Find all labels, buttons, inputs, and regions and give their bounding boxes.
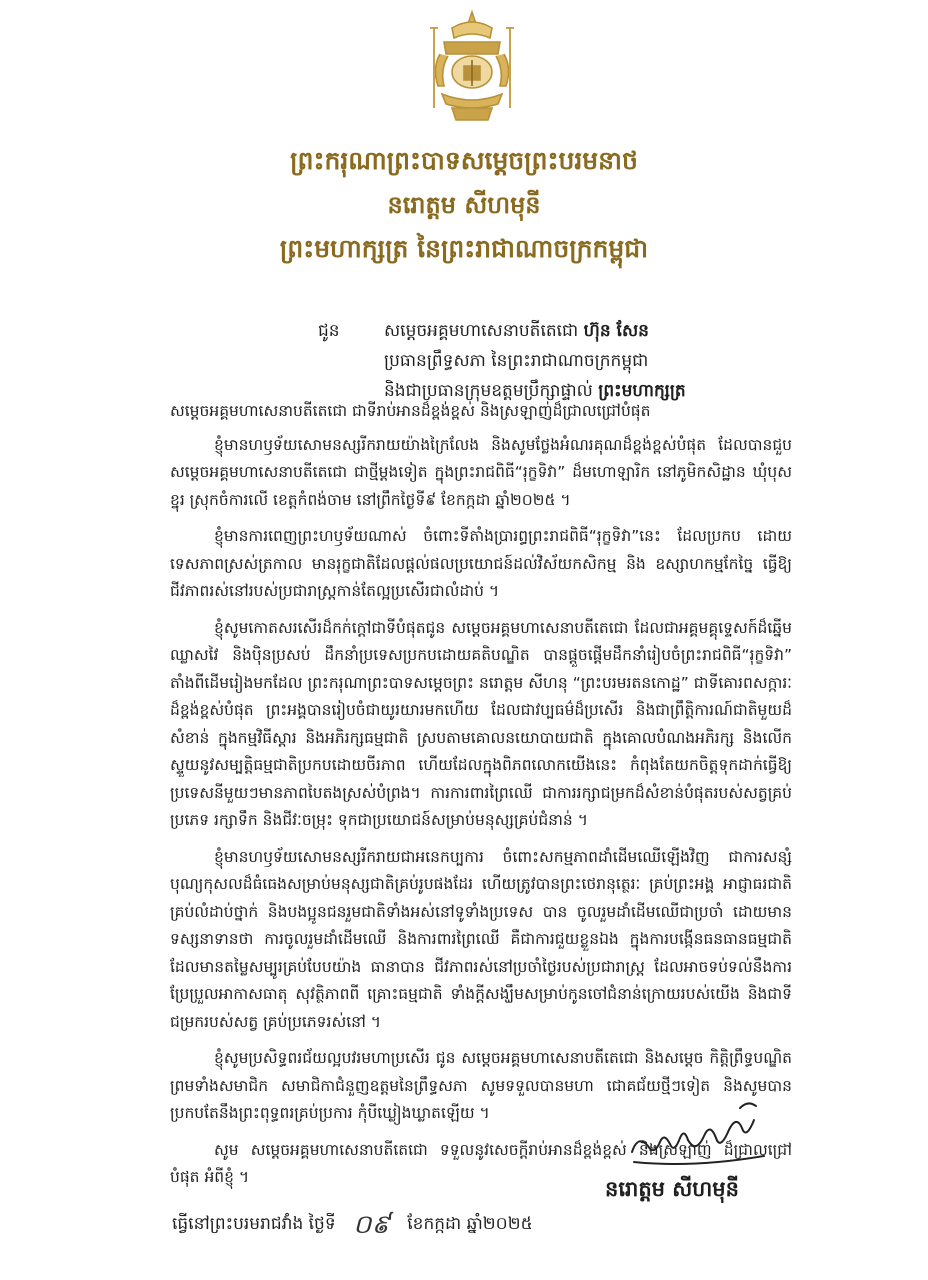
date-suffix: ខែកក្កដា ឆ្នាំ២០២៥ xyxy=(407,1214,533,1234)
paragraph-2 xyxy=(170,523,792,606)
addressee-line2: ប្រធានព្រឹទ្ធសភា នៃព្រះរាជាណាចក្រកម្ពុជា xyxy=(384,351,649,371)
royal-title-line3: ព្រះមហាក្សត្រ នៃព្រះរាជាណាចក្រកម្ពុជា xyxy=(279,234,649,263)
paragraph-1 xyxy=(170,432,792,515)
royal-coat-of-arms-icon xyxy=(422,8,522,128)
salutation: សម្តេចអគ្គមហាសេនាបតីតេជោ ជាទីរាប់អានដ៏ខ្ពង់ខ្ពស់ និងស្រឡាញ់ដ៏ជ្រាលជ្រៅបំផុត xyxy=(170,402,651,420)
paragraph-6-text: សូម សម្តេចអគ្គមហាសេនាបតីតេជោ ទទួលនូវសេចក្តីរាប់អានដ៏ខ្ពង់ខ្ពស់ និងស្រឡាញ់ ដ៏ជ្រាលជ្រៅបំផុត អំពីខ្ញុំ ។ xyxy=(170,1140,792,1186)
addressee-lines xyxy=(384,316,874,406)
addressee-line1 xyxy=(384,316,874,346)
paragraph-3-text: ខ្ញុំសូមកោតសរសើរដ៏កក់ក្តៅជាទីបំផុតជូន សម្តេចអគ្គមហាសេនាបតីតេជោ ដែលជាអគ្គមគ្គុទ្ទេសក៍ដ៏ឆ្នើម ឈ្លាសវៃ និងប៉ិនប្រសប់ ដឹកនាំប្រទេសប្រកបដោយគតិបណ្ឌិត បានផ្តួចផ្តើមដឹកនាំរៀបចំព្រះរាជពិធី“រុក្ខទិវា” តាំងពីដើមរៀងមកដែល ព្រះករុណាព្រះបាទសម្តេចព្រះ នរោត្តម សីហនុ “ព្រះបរមរតនកោដ្ឋ” ជាទីគោរពសក្ការៈដ៏ខ្ពង់ខ្ពស់បំផុត ព្រះអង្គបានរៀបចំជាយូរយារមកហើយ ដែលជាវប្បធម៌ដ៏ប្រសើរ និងជាព្រឹត្តិការណ៍ជាតិមួយដ៏សំខាន់ ក្នុងកម្មវិធីស្តារ និងអភិរក្សធម្មជាតិ ស្របតាមគោលនយោបាយជាតិ ក្នុងគោលបំណងអភិរក្ស និងលើកស្ទួយនូវសម្បត្តិធម្មជាតិប្រកបដោយចីរភាព ហើយដែលក្នុងពិភពលោកយើងនេះ កំពុងតែយកចិត្តទុកដាក់ធ្វើឱ្យប្រទេសនីមួយៗមានភាពបៃតងស្រស់បំព្រង។ ការការពារព្រៃឈើ ជាការរក្សាជម្រកដ៏សំខាន់បំផុតរបស់សត្វគ្រប់ប្រភេទ រក្សាទឹក និងជីវៈចម្រុះ ទុកជាប្រយោជន៍សម្រាប់មនុស្សគ្រប់ជំនាន់ ។ xyxy=(170,618,792,829)
paragraph-5-text: ខ្ញុំសូមប្រសិទ្ធពរជ័យល្អបវរមហាប្រសើរ ជូន សម្តេចអគ្គមហាសេនាបតីតេជោ និងសម្តេច កិត្តិព្រឹទ្ធបណ្ឌិត ព្រមទាំងសមាជិក សមាជិកាជំនួញឧត្តមនៃព្រឹទ្ធសភា សូមទទួលបានមហា ជោគជ័យថ្មីៗទៀត និងសូមបានប្រកបតែនឹងព្រះពុទ្ធពរគ្រប់ប្រការ កុំបីឃ្លៀងឃ្លាតឡើយ ។ xyxy=(170,1049,792,1122)
addressee-name: ហ៊ុន សែន xyxy=(583,321,649,341)
date-line xyxy=(172,1208,533,1246)
paragraph-4 xyxy=(170,844,792,1037)
signer-name: នរោត្តម សីហមុនី xyxy=(605,1176,739,1201)
paragraph-3 xyxy=(170,615,792,835)
paragraph-4-text: ខ្ញុំមានហឫទ័យសោមនស្សរីករាយជាអនេកប្បការ ចំពោះសកម្មភាពដាំដើមឈើឡើងវិញ ជាការសន្សំបុណ្យកុសលដ៏ធំធេងសម្រាប់មនុស្សជាតិគ្រប់រូបផងដែរ ហើយត្រូវបានព្រះថេរានុត្ថេរៈ គ្រប់ព្រះអង្គ អាជ្ញាធរជាតិគ្រប់លំដាប់ថ្នាក់ និងបងប្អូនជនរួមជាតិទាំងអស់នៅទូទាំងប្រទេស បាន ចូលរួមដាំដើមឈើជាប្រចាំ ដោយមានទស្សនាទានថា ការចូលរួមដាំដើមឈើ និងការពារព្រៃឈើ គឺជាការជួយខ្លួនឯង ក្នុងការបង្កើនធនធានធម្មជាតិដែលមានតម្លៃសម្បូរគ្រប់បែបយ៉ាង ធានាបាន ជីវភាពរស់នៅប្រចាំថ្ងៃរបស់ប្រជារាស្ត្រ ដែលអាចទប់ទល់នឹងការប្រែប្រួលអាកាសធាតុ សុវត្ថិភាពពី គ្រោះធម្មជាតិ ទាំងក្តីសង្ឃឹមសម្រាប់កូនចៅជំនាន់ក្រោយរបស់យើង និងជាទីជម្រករបស់សត្វ គ្រប់ប្រភេទរស់នៅ ។ xyxy=(170,847,792,1031)
letter-body xyxy=(170,398,792,1201)
paragraph-1-text: ខ្ញុំមានហឫទ័យសោមនស្សរីករាយយ៉ាងក្រៃលែង និងសូមថ្លែងអំណរគុណដ៏ខ្ពង់ខ្ពស់បំផុត ដែលបានជួប សម្តេចអគ្គមហាសេនាបតីតេជោ ជាថ្មីម្តងទៀត ក្នុងព្រះរាជពិធី“រុក្ខទិវា” ដ៏មហោឡារិក នៅភូមិកសិដ្ឋាន ឃុំបុសខ្នុរ ស្រុកចំការលើ ខេត្តកំពង់ចាម នៅព្រឹកថ្ងៃទី៩ ខែកក្កដា ឆ្នាំ២០២៥ ។ xyxy=(170,435,792,509)
paragraph-2-text: ខ្ញុំមានការពេញព្រះហឫទ័យណាស់ ចំពោះទីតាំងប្រារព្ធព្រះរាជពិធី“រុក្ខទិវា”នេះ ដែលប្រកប ដោយទេសភាពស្រស់ត្រកាល មានរុក្ខជាតិដែលផ្តល់ផលប្រយោជន៍ដល់វិស័យកសិកម្ម និង ឧស្សាហកម្មកែច្នៃ ធ្វើឱ្យជីវភាពរស់នៅរបស់ប្រជារាស្ត្រកាន់តែល្អប្រសើរជាលំដាប់ ។ xyxy=(170,527,792,600)
date-day: ០៩ xyxy=(353,1210,390,1240)
royal-title-name: នរោត្តម សីហមុនី xyxy=(387,190,541,219)
handwritten-signature xyxy=(624,1094,774,1170)
addressee-role-bold: ព្រះមហាក្សត្រ xyxy=(598,381,686,401)
addressee-title: សម្តេចអគ្គមហាសេនាបតីតេជោ xyxy=(384,321,579,341)
to-label: ជូន xyxy=(318,321,340,341)
royal-title-line1: ព្រះករុណាព្រះបាទសម្តេចព្រះបរមនាថ xyxy=(290,146,638,175)
date-prefix: ធ្វើនៅព្រះបរមរាជវាំង ថ្ងៃទី xyxy=(172,1214,336,1234)
addressee-role: និងជាប្រធានក្រុមឧត្តមប្រឹក្សាផ្ទាល់ xyxy=(384,381,593,401)
